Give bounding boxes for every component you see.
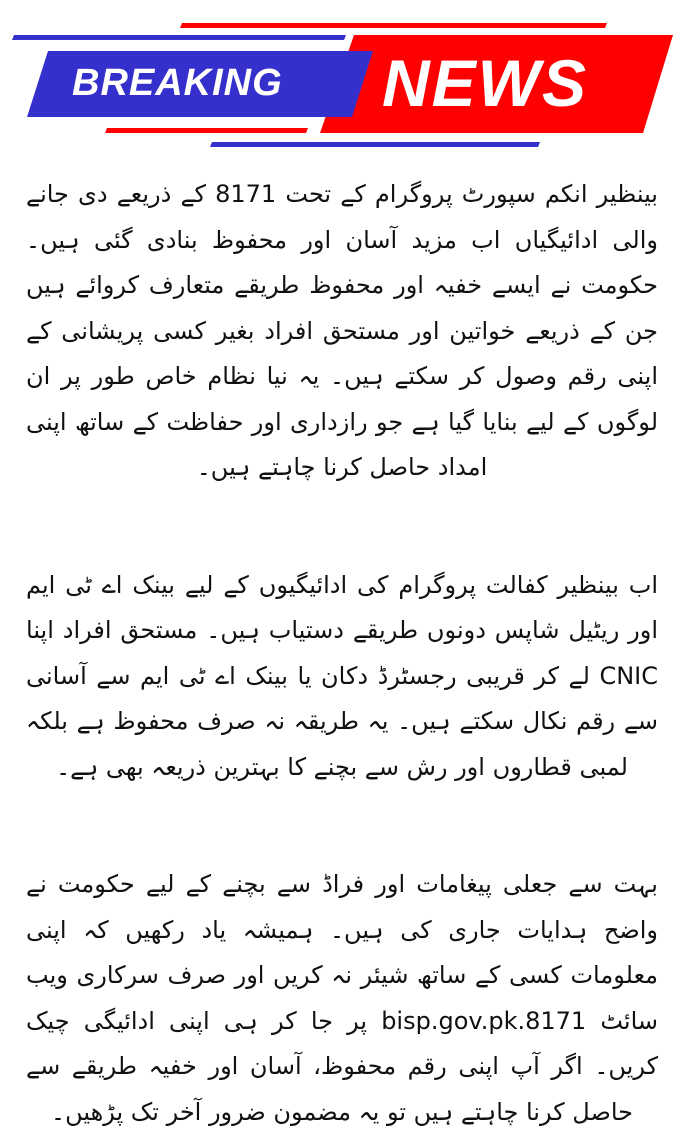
article-body — [26, 172, 658, 1135]
article-paragraph-fraud-warning: بہت سے جعلی پیغامات اور فراڈ سے بچنے کے لیے حکومت نے واضح ہدایات جاری کی ہیں۔ ہمیشہ یاد رکھیں کہ اپنی معلومات کسی کے ساتھ شیئر نہ کریں اور صرف سرکاری ویب سائٹ bisp.gov.pk.8171 پر جا کر ہی اپنی ادائیگی چیک کریں۔ اگر آپ اپنی رقم محفوظ، آسان اور خفیہ طریقے سے حاصل کرنا چاہتے ہیں تو یہ مضمون ضرور آخر تک پڑھیں۔ — [26, 870, 659, 1126]
article-paragraph-payment-methods: بینظیر انکم سپورٹ پروگرام کے تحت 8171 کے ذریعے دی جانے والی ادائیگیاں اب مزید آسان اور محفوظ بنادی گئی ہیں۔ حکومت نے ایسے خفیہ اور محفوظ طریقے متعارف کروائے ہیں جن کے ذریعے خواتین اور مستحق افراد بغیر کسی پریشانی کے اپنی رقم وصول کر سکتے ہیں۔ یہ نیا نظام خاص طور پر ان لوگوں کے لیے بنایا گیا ہے جو رازداری اور حفاظت کے ساتھ اپنی امداد حاصل کرنا چاہتے ہیں۔ — [26, 180, 658, 481]
breaking-news-banner — [0, 0, 683, 160]
bottom-red-stripe — [105, 128, 308, 133]
bottom-blue-stripe — [210, 142, 540, 147]
top-blue-stripe — [12, 35, 346, 40]
top-red-stripe — [180, 23, 607, 28]
breaking-label: BREAKING — [72, 62, 283, 104]
news-label: NEWS — [382, 46, 588, 120]
article-paragraph-atm-retail: اب بینظیر کفالت پروگرام کی ادائیگیوں کے لیے بینک اے ٹی ایم اور ریٹیل شاپس دونوں طریقے دستیاب ہیں۔ مستحق افراد اپنا CNIC لے کر قریبی رجسٹرڈ دکان یا بینک اے ٹی ایم سے آسانی سے رقم نکال سکتے ہیں۔ یہ طریقہ نہ صرف محفوظ ہے بلکہ لمبی قطاروں اور رش سے بچنے کا بہترین ذریعہ بھی ہے۔ — [26, 570, 658, 781]
